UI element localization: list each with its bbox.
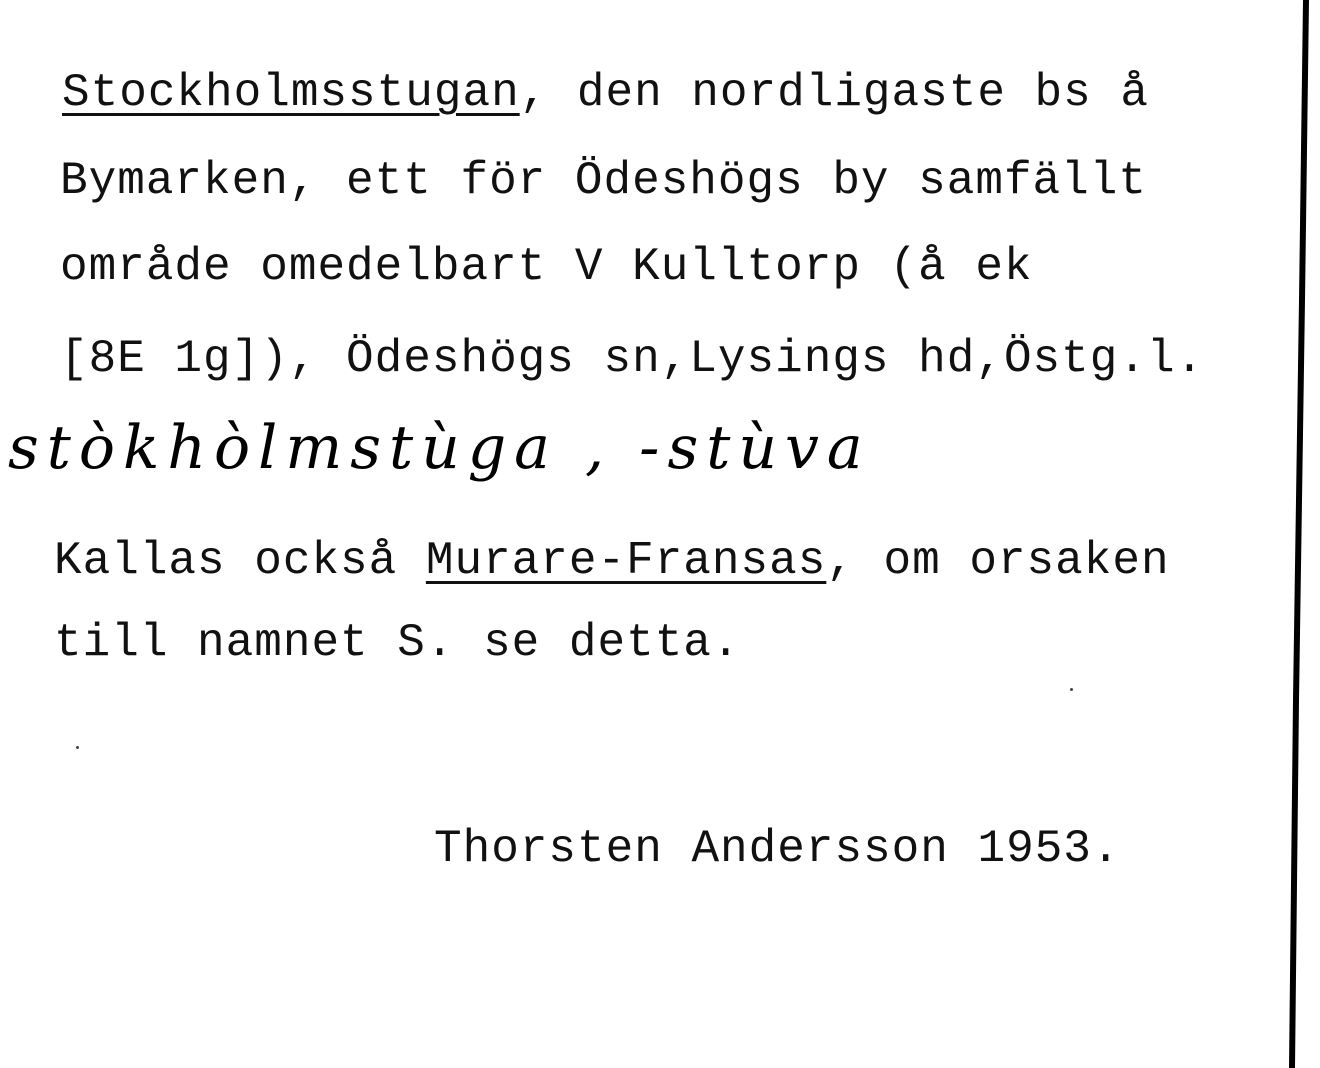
card-edge-line [1272, 0, 1312, 1068]
speck [76, 746, 79, 749]
entry-line-6: till namnet S. se detta. [54, 617, 741, 669]
alternate-name: Murare-Fransas [425, 535, 827, 587]
headword: Stockholmsstugan [62, 67, 520, 119]
entry-line-3: område omedelbart V Kulltorp (å ek [60, 241, 1033, 293]
headword-description: , den nordligaste bs å [519, 67, 1149, 119]
also-called-text: Kallas också [54, 535, 426, 587]
speck [1070, 688, 1073, 691]
entry-line-2: Bymarken, ett för Ödeshögs by samfällt [60, 155, 1147, 207]
entry-line-5 [54, 535, 1170, 587]
signature: Thorsten Andersson 1953. [434, 823, 1121, 875]
entry-line-4: [8E 1g]), Ödeshögs sn,Lysings hd,Östg.l. [60, 333, 1205, 385]
reason-text: , om orsaken [826, 535, 1170, 587]
entry-line-1 [62, 67, 1149, 119]
handwritten-pronunciation: stòkhòlmstùga , -stùva [8, 413, 871, 483]
